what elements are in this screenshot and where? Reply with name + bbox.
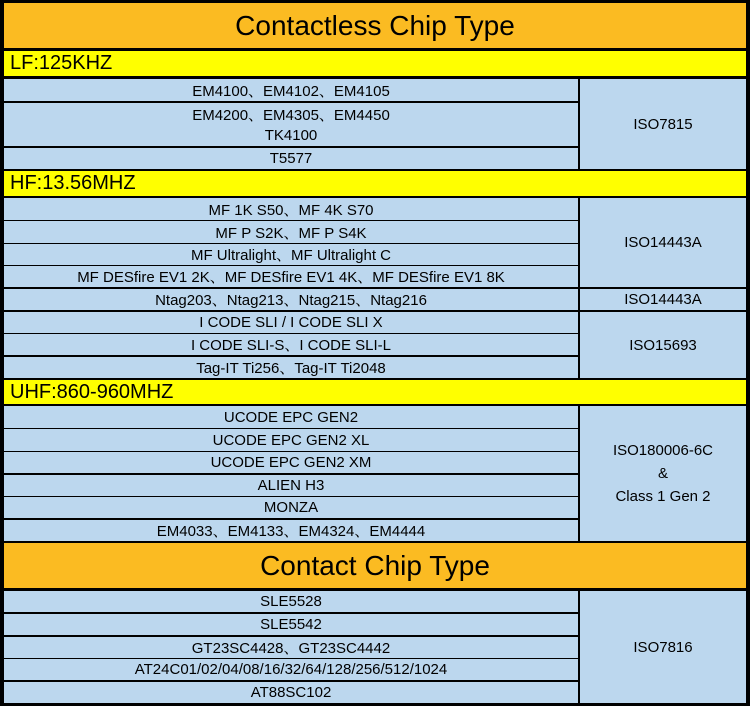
standard-line: Class 1 Gen 2 [615, 488, 711, 505]
chip-row: MF Ultralight、MF Ultralight C [4, 244, 578, 265]
uhf-band-label: UHF:860-960MHZ [4, 380, 746, 404]
chip-row: MF P S2K、MF P S4K [4, 221, 578, 243]
standard-cell: ISO15693 [580, 312, 746, 378]
standard-cell: ISO14443A [580, 198, 746, 287]
chip-row: UCODE EPC GEN2 XM [4, 452, 578, 473]
chip-row: MF 1K S50、MF 4K S70 [4, 198, 578, 220]
chip-row: MF DESfire EV1 2K、MF DESfire EV1 4K、MF DESfire EV1 8K [4, 266, 578, 287]
chip-row: Tag-IT Ti256、Tag-IT Ti2048 [4, 357, 578, 378]
standard-cell: ISO7815 [580, 79, 746, 169]
standard-line: & [657, 465, 668, 482]
chip-row: T5577 [4, 148, 578, 169]
chip-row: EM4100、EM4102、EM4105 [4, 79, 578, 101]
contact-title: Contact Chip Type [4, 543, 746, 588]
chip-row: EM4033、EM4133、EM4324、EM4444 [4, 520, 578, 541]
chip-row: MONZA [4, 497, 578, 518]
chip-row: AT24C01/02/04/08/16/32/64/128/256/512/1024 [4, 659, 578, 680]
chip-row: UCODE EPC GEN2 [4, 406, 578, 428]
standard-cell: ISO7816 [580, 591, 746, 703]
chip-row: GT23SC4428、GT23SC4442 [4, 637, 578, 658]
contactless-title: Contactless Chip Type [4, 3, 746, 48]
chip-row: I CODE SLI / I CODE SLI X [4, 312, 578, 333]
chip-row: TK4100 [4, 125, 578, 146]
chip-row: SLE5528 [4, 591, 578, 612]
hf-band-label: HF:13.56MHZ [4, 171, 746, 196]
standard-line: ISO180006-6C [612, 442, 714, 459]
standard-cell [580, 406, 746, 541]
lf-band-label: LF:125KHZ [4, 51, 746, 76]
chip-row: AT88SC102 [4, 682, 578, 703]
chip-row: I CODE SLI-S、I CODE SLI-L [4, 334, 578, 355]
chip-row: Ntag203、Ntag213、Ntag215、Ntag216 [4, 289, 578, 310]
standard-cell: ISO14443A [580, 289, 746, 310]
chip-row: ALIEN H3 [4, 475, 578, 496]
chip-row: SLE5542 [4, 614, 578, 635]
chip-row: UCODE EPC GEN2 XL [4, 429, 578, 451]
chip-row: EM4200、EM4305、EM4450 [4, 103, 578, 125]
